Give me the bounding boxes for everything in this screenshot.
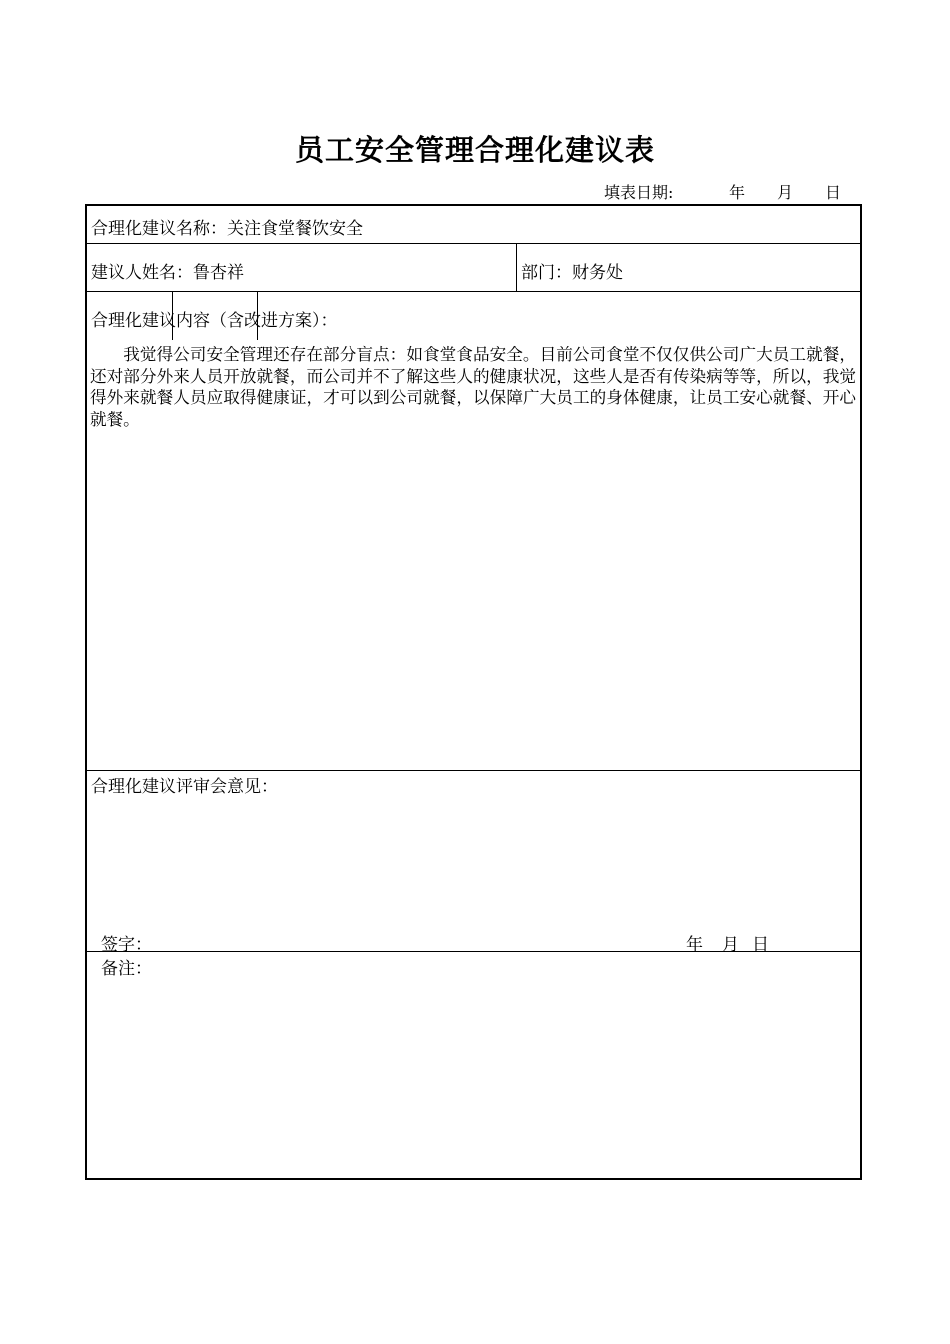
table-border-top: [85, 204, 862, 206]
page-title: 员工安全管理合理化建议表: [294, 133, 655, 167]
table-border-bottom: [85, 1178, 862, 1180]
department: 部门：财务处: [521, 263, 623, 283]
sign-date-day: 日: [752, 935, 769, 955]
row-divider: [85, 291, 862, 292]
row-divider: [85, 243, 862, 244]
sign-date-year: 年: [686, 935, 703, 955]
sign-date-month: 月: [722, 935, 739, 955]
remarks-label: 备注：: [101, 959, 152, 979]
content-label: 合理化建议内容（含改进方案）：: [91, 311, 338, 331]
proposal-name: 合理化建议名称：关注食堂餐饮安全: [91, 219, 363, 239]
fill-date-month: 月: [777, 183, 794, 202]
fill-date-year: 年: [729, 183, 746, 202]
table-border-left: [85, 204, 87, 1180]
table-border-right: [860, 204, 862, 1180]
signature-label: 签字：: [101, 935, 152, 955]
fill-date-day: 日: [825, 183, 842, 202]
proposer-name: 建议人姓名：鲁杏祥: [91, 263, 244, 283]
review-label: 合理化建议评审会意见：: [91, 777, 278, 797]
fill-date-label: 填表日期:: [604, 183, 674, 202]
column-divider: [516, 243, 517, 292]
row-divider: [85, 770, 862, 771]
row-divider: [85, 951, 862, 952]
content-body: 我觉得公司安全管理还存在部分盲点：如食堂食品安全。目前公司食堂不仅仅供公司广大员工就餐，还对部分外来人员开放就餐，而公司并不了解这些人的健康状况，这些人是否有传染病等等，所以，我觉得外来就餐人员应取得健康证，才可以到公司就餐，以保障广大员工的身体健康，让员工安心就餐、开心就餐。: [90, 345, 856, 429]
